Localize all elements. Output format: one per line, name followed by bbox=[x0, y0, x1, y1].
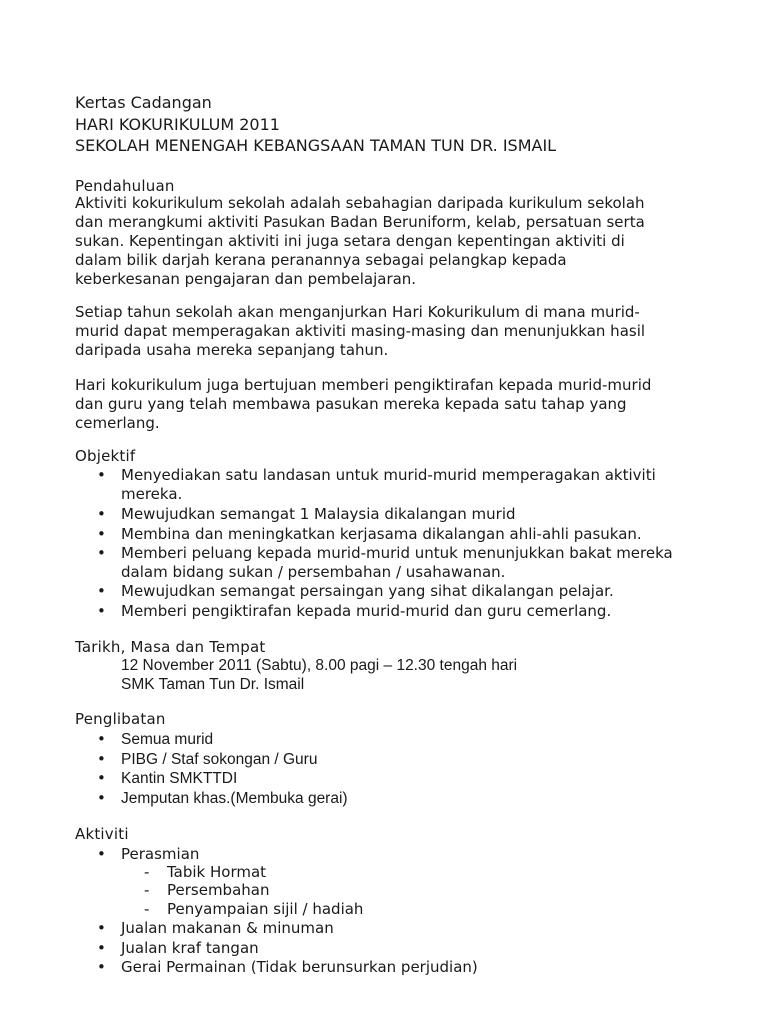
participant-text: PIBG / Staf sokongan / Guru bbox=[121, 751, 318, 768]
paragraph-line: dalam bilik darjah kerana peranannya sebagai pelangkap kepada bbox=[75, 251, 567, 269]
participant-text: Jemputan khas.(Membuka gerai) bbox=[121, 790, 348, 807]
activity-text: Jualan makanan & minuman bbox=[121, 919, 334, 937]
paragraph-line: keberkesanan pengajaran dan pembelajaran. bbox=[75, 270, 417, 288]
objective-text: Menyediakan satu landasan untuk murid-murid memperagakan aktiviti bbox=[121, 466, 656, 484]
paragraph-line: cemerlang. bbox=[75, 414, 160, 432]
sub-activity-text: Penyampaian sijil / hadiah bbox=[167, 900, 364, 918]
section-heading-pendahuluan: Pendahuluan bbox=[75, 177, 175, 195]
dash-marker: - bbox=[144, 881, 150, 899]
paragraph-line: murid dapat memperagakan aktiviti masing-masing dan menunjukkan hasil bbox=[75, 322, 646, 340]
dash-marker: - bbox=[144, 900, 150, 918]
paragraph-line: daripada usaha mereka sepanjang tahun. bbox=[75, 341, 389, 359]
objective-text: Memberi peluang kepada murid-murid untuk menunjukkan bakat mereka bbox=[121, 544, 673, 562]
participant-text: Kantin SMKTTDI bbox=[121, 770, 238, 787]
paragraph-intro bbox=[75, 194, 715, 289]
section-heading-penglibatan: Penglibatan bbox=[75, 710, 166, 728]
sub-activity-text: Tabik Hormat bbox=[167, 863, 267, 881]
activity-text: Gerai Permainan (Tidak berunsurkan perjudian) bbox=[121, 958, 478, 976]
sub-activity-item bbox=[144, 900, 364, 919]
event-venue: SMK Taman Tun Dr. Ismail bbox=[121, 676, 305, 693]
objective-text: Memberi pengiktirafan kepada murid-murid dan guru cemerlang. bbox=[121, 602, 612, 620]
participant-text: Semua murid bbox=[121, 731, 214, 748]
sub-activity-item bbox=[144, 881, 270, 900]
doc-title-line-3: SEKOLAH MENENGAH KEBANGSAAN TAMAN TUN DR. ISMAIL bbox=[75, 136, 557, 155]
activity-text: Perasmian bbox=[121, 845, 200, 863]
objective-text: Mewujudkan semangat 1 Malaysia dikalangan murid bbox=[121, 505, 516, 523]
dash-marker: - bbox=[144, 863, 150, 881]
paragraph-line: dan merangkumi aktiviti Pasukan Badan Beruniform, kelab, persatuan serta bbox=[75, 213, 645, 231]
objective-text: Membina dan meningkatkan kerjasama dikalangan ahli-ahli pasukan. bbox=[121, 525, 642, 543]
paragraph-recognition bbox=[75, 376, 715, 433]
paragraph-line: sukan. Kepentingan aktiviti ini juga setara dengan kepentingan aktiviti di bbox=[75, 232, 625, 250]
objective-text: Mewujudkan semangat persaingan yang sihat dikalangan pelajar. bbox=[121, 582, 614, 600]
paragraph-annual bbox=[75, 303, 715, 360]
doc-title-line-1: Kertas Cadangan bbox=[75, 93, 212, 112]
activity-text: Jualan kraf tangan bbox=[121, 939, 259, 957]
section-heading-objektif: Objektif bbox=[75, 447, 136, 465]
event-date-time: 12 November 2011 (Sabtu), 8.00 pagi – 12.30 tengah hari bbox=[121, 657, 518, 674]
sub-activity-item bbox=[144, 863, 267, 882]
paragraph-line: Hari kokurikulum juga bertujuan memberi pengiktirafan kepada murid-murid bbox=[75, 376, 652, 394]
paragraph-line: dan guru yang telah membawa pasukan mereka kepada satu tahap yang bbox=[75, 395, 627, 413]
paragraph-line: Setiap tahun sekolah akan menganjurkan Hari Kokurikulum di mana murid- bbox=[75, 303, 640, 321]
doc-title-line-2: HARI KOKURIKULUM 2011 bbox=[75, 115, 280, 134]
objective-text-cont: dalam bidang sukan / persembahan / usahawanan. bbox=[121, 563, 506, 581]
section-heading-aktiviti: Aktiviti bbox=[75, 825, 129, 843]
paragraph-line: Aktiviti kokurikulum sekolah adalah sebahagian daripada kurikulum sekolah bbox=[75, 194, 645, 212]
objective-text-cont: mereka. bbox=[121, 485, 183, 503]
sub-activity-text: Persembahan bbox=[167, 881, 270, 899]
section-heading-tarikh: Tarikh, Masa dan Tempat bbox=[75, 638, 266, 656]
